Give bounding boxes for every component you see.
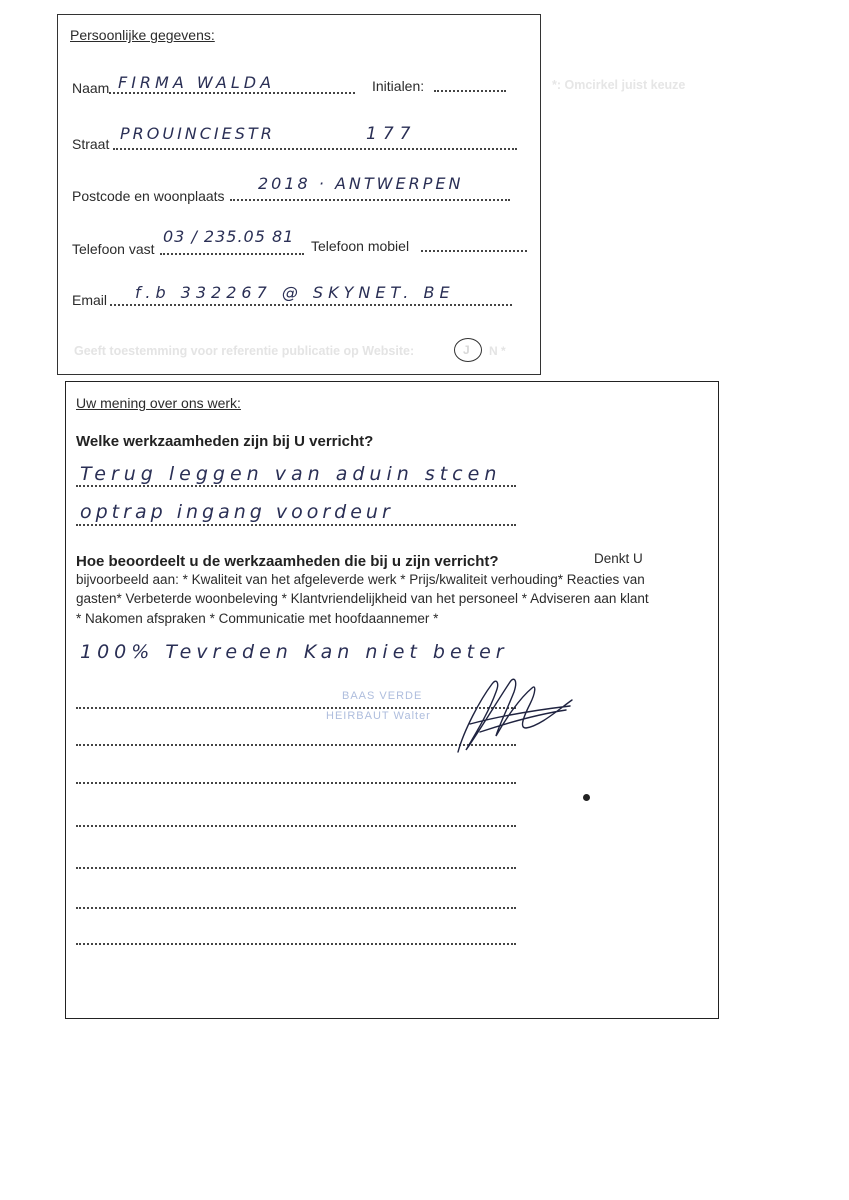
hint-line-1: bijvoorbeeld aan: * Kwaliteit van het afgeleverde werk * Prijs/kwaliteit verhouding* Reacties van	[76, 572, 645, 587]
email-value: f.b 332267 @ SKYNET. BE	[135, 283, 455, 302]
answer1-line2: optrap ingang voordeur	[80, 501, 394, 523]
initialen-field[interactable]	[434, 90, 506, 92]
ink-speck	[583, 794, 590, 801]
answer2-line7-field[interactable]	[76, 907, 516, 909]
straat-field[interactable]	[113, 148, 517, 150]
straat-value: PROUINCIESTR	[120, 124, 275, 143]
naam-value: FIRMA WALDA	[118, 73, 276, 92]
stamp-line-1: BAAS VERDE	[342, 690, 423, 702]
answer2: 100% Tevreden Kan niet beter	[80, 641, 509, 663]
answer2-line1-field[interactable]	[76, 665, 516, 667]
consent-ja: J	[463, 343, 470, 357]
hint-line-2: gasten* Verbeterde woonbeleving * Klantvriendelijkheid van het personeel * Adviseren aan klant	[76, 591, 649, 606]
consent-text: Geeft toestemming voor referentie publicatie op Website:	[74, 344, 415, 358]
straat-label: Straat	[72, 136, 110, 152]
consent-nee: N *	[489, 344, 506, 358]
side-note: *: Omcirkel juist keuze	[552, 78, 686, 92]
answer2-line4-field[interactable]	[76, 782, 516, 784]
straat-number: 177	[366, 124, 417, 144]
question-work-done: Welke werkzaamheden zijn bij U verricht?	[76, 433, 374, 450]
postcode-field[interactable]	[230, 199, 510, 201]
answer1-line1: Terug leggen van aduin stcen	[80, 463, 502, 485]
question-rating: Hoe beoordeelt u de werkzaamheden die bij u zijn verricht?	[76, 553, 499, 570]
telefoon-vast-label: Telefoon vast	[72, 241, 155, 257]
answer2-line6-field[interactable]	[76, 867, 516, 869]
naam-label: Naam	[72, 80, 110, 96]
stamp-line-2: HEIRBAUT Walter	[326, 710, 431, 722]
answer2-line8-field[interactable]	[76, 943, 516, 945]
question-rating-aside: Denkt U	[594, 551, 643, 566]
hint-line-3: * Nakomen afspraken * Communicatie met hoofdaannemer *	[76, 611, 439, 626]
answer1-line1-field[interactable]	[76, 485, 516, 487]
telefoon-mobiel-label: Telefoon mobiel	[311, 238, 410, 254]
postcode-label: Postcode en woonplaats	[72, 188, 225, 204]
telefoon-mobiel-field[interactable]	[421, 250, 527, 252]
telefoon-vast-field[interactable]	[160, 253, 304, 255]
answer1-line2-field[interactable]	[76, 524, 516, 526]
postcode-value: 2018 · ANTWERPEN	[258, 174, 464, 193]
personal-heading: Persoonlijke gegevens:	[70, 27, 215, 43]
email-field[interactable]	[110, 304, 512, 306]
answer2-line5-field[interactable]	[76, 825, 516, 827]
email-label: Email	[72, 292, 108, 308]
initialen-label: Initialen:	[372, 78, 425, 94]
opinion-heading: Uw mening over ons werk:	[76, 395, 241, 411]
signature	[440, 670, 580, 760]
naam-field[interactable]	[109, 92, 355, 94]
telefoon-vast-value: 03 / 235.05 81	[163, 227, 295, 246]
